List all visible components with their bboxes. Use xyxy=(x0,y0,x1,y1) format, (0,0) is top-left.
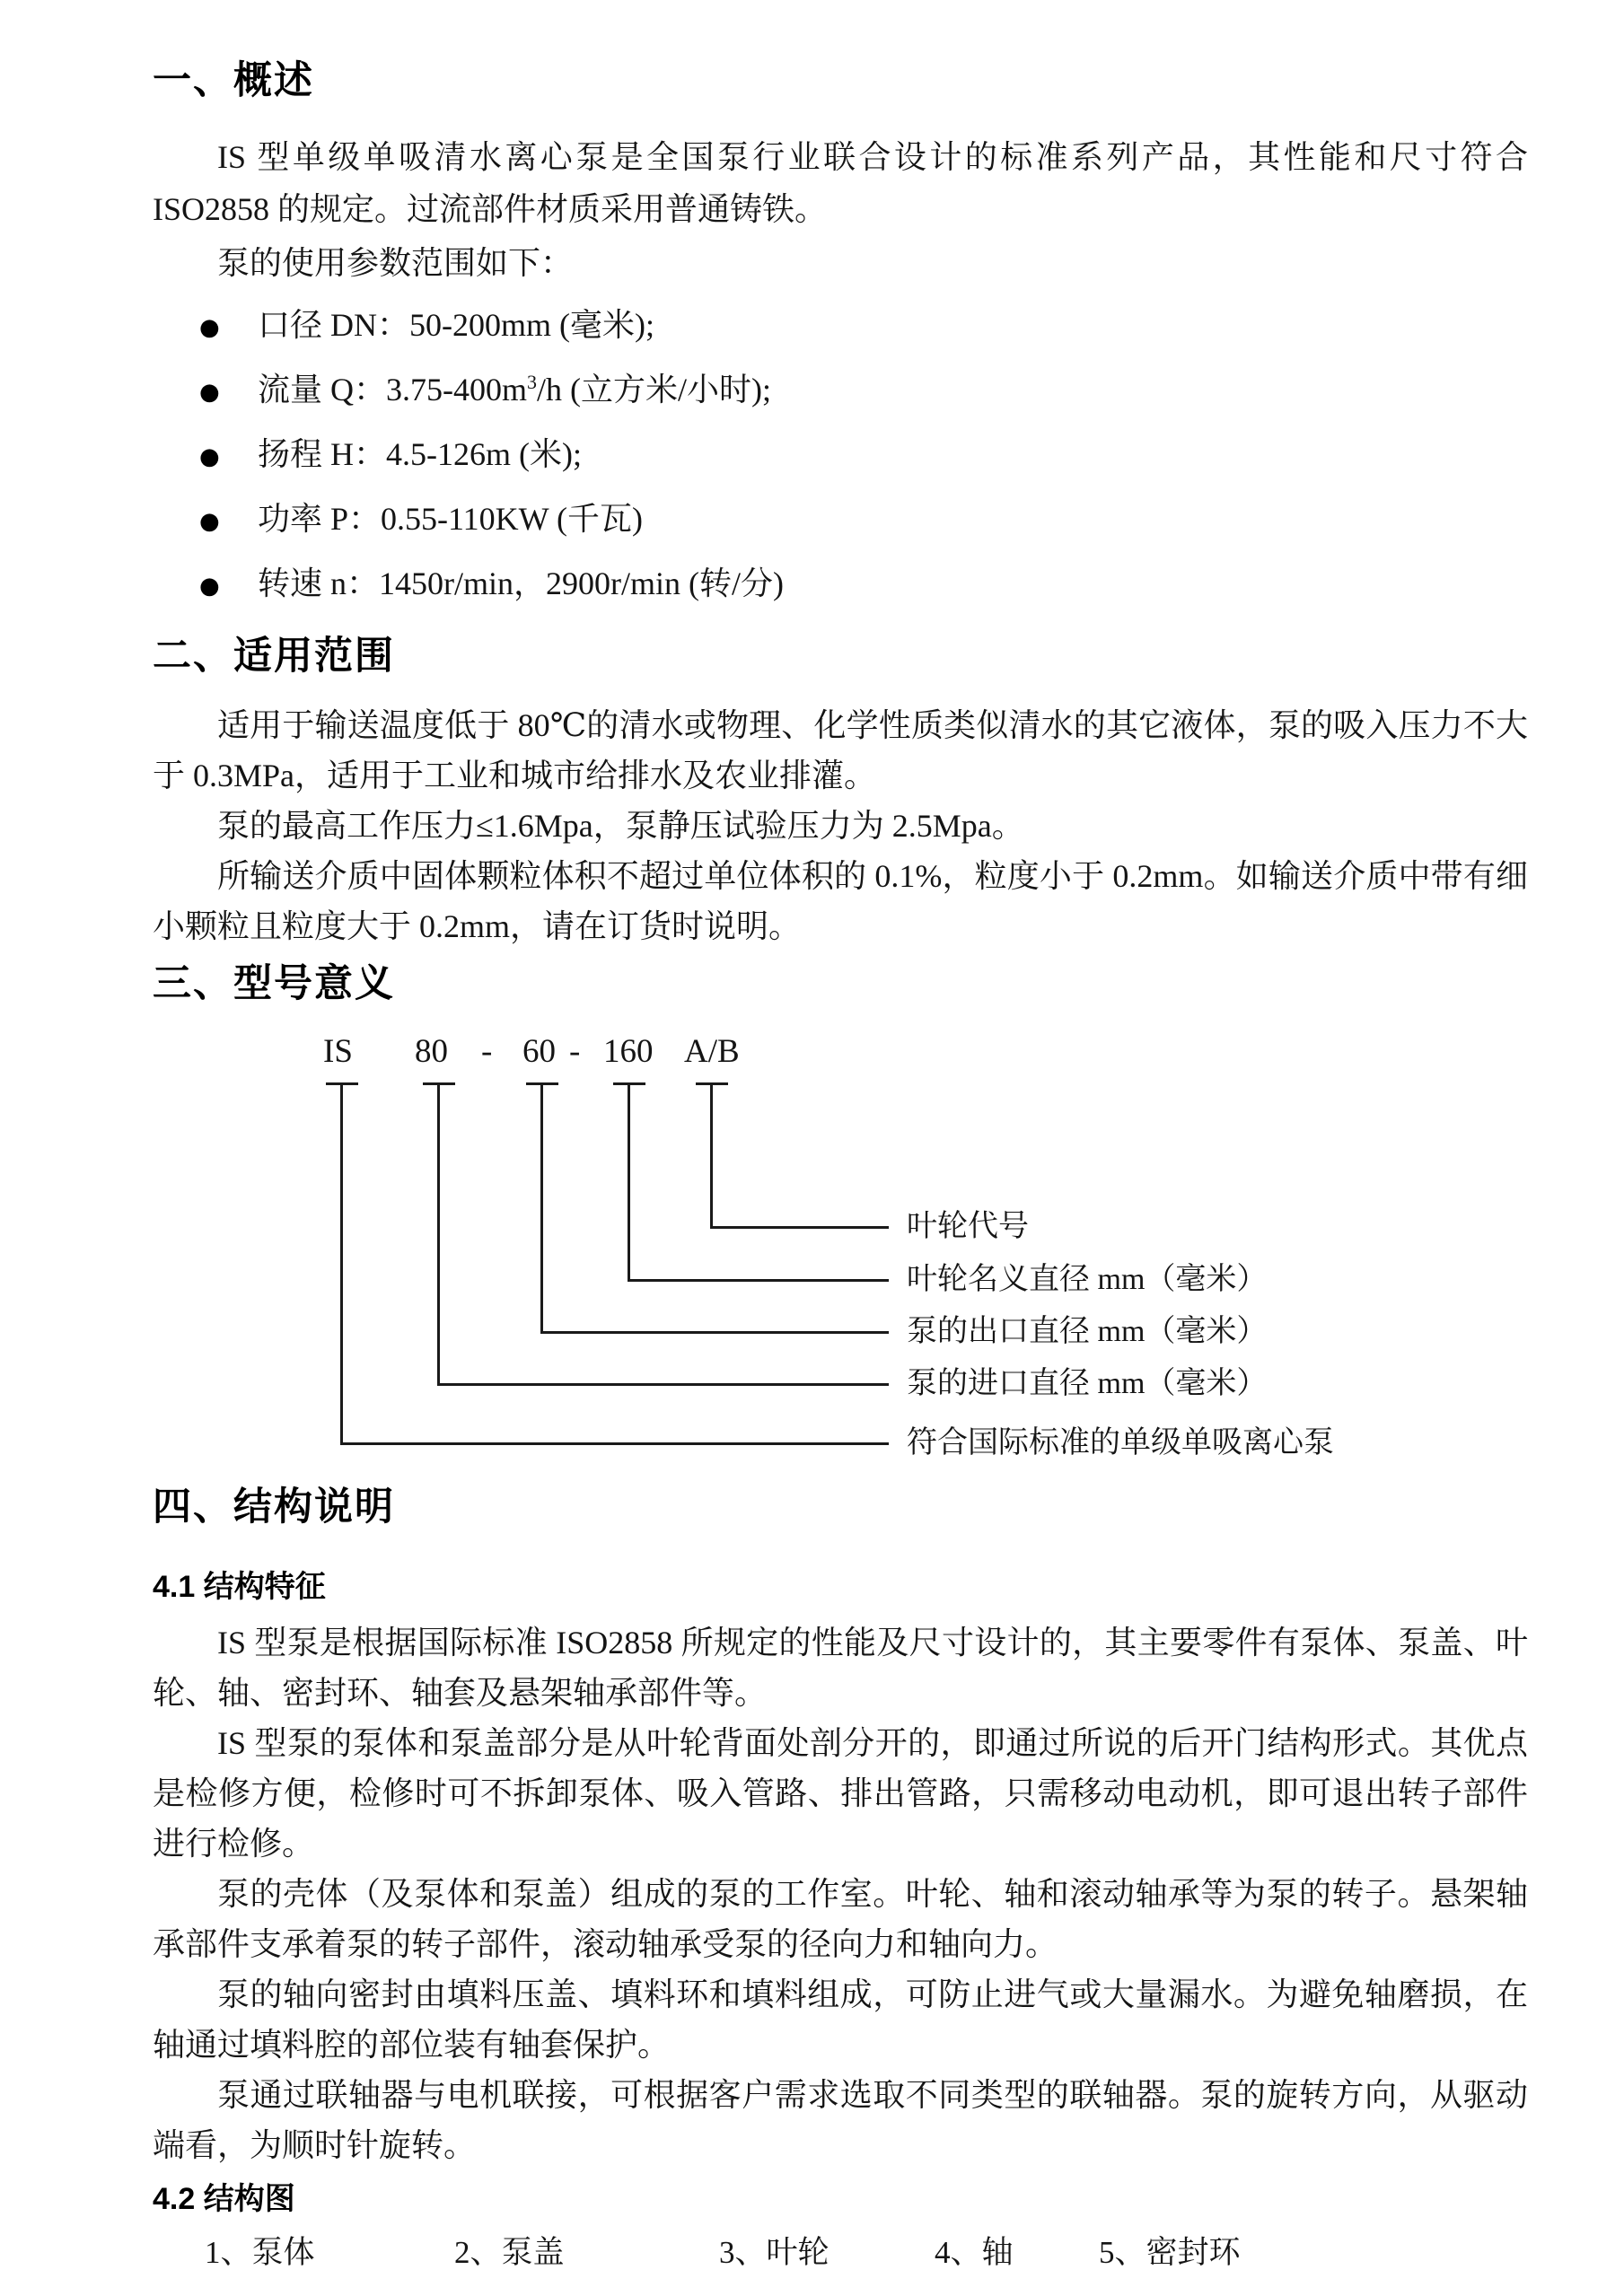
part-label: 4、轴 xyxy=(935,2235,1014,2270)
section-heading-application: 二、适用范围 xyxy=(153,635,395,678)
part-label: 1、泵体 xyxy=(205,2235,315,2270)
diagram-connector-line xyxy=(340,1082,343,1445)
diagram-label: 泵的出口直径 mm（毫米） xyxy=(907,1315,1268,1348)
bullet-icon: ● xyxy=(199,314,220,341)
paragraph: 所输送介质中固体颗粒体积不超过单位体积的 0.1%，粒度小于 0.2mm。如输送介质中带有细小颗粒且粒度大于 0.2mm，请在订货时说明。 xyxy=(153,858,1528,944)
subsection-heading-features: 4.1 结构特征 xyxy=(153,1570,326,1604)
parts-legend-row xyxy=(0,2228,1624,2273)
part-label: 2、泵盖 xyxy=(454,2235,565,2270)
model-token-outlet: 60 xyxy=(522,1033,556,1070)
section-heading-structure: 四、结构说明 xyxy=(153,1485,395,1529)
paragraph: 适用于输送温度低于 80℃的清水或物理、化学性质类似清水的其它液体，泵的吸入压力不大于 0.3MPa，适用于工业和城市给排水及农业排灌。 xyxy=(153,707,1528,793)
list-item xyxy=(153,560,1528,625)
list-item xyxy=(153,366,1528,431)
model-token-impeller-diameter: 160 xyxy=(603,1033,654,1070)
model-token-impeller-code: A/B xyxy=(684,1033,740,1070)
diagram-connector-line xyxy=(340,1442,889,1445)
overview-paragraph: IS 型单级单吸清水离心泵是全国泵行业联合设计的标准系列产品，其性能和尺寸符合 ISO2858 的规定。过流部件材质采用普通铸铁。 xyxy=(153,139,1528,227)
bullet-icon: ● xyxy=(199,573,220,600)
diagram-connector-line xyxy=(710,1226,889,1229)
paragraph: 泵通过联轴器与电机联接，可根据客户需求选取不同类型的联轴器。泵的旋转方向，从驱动端看，为顺时针旋转。 xyxy=(153,2077,1528,2163)
list-item xyxy=(153,431,1528,495)
part-label: 3、叶轮 xyxy=(719,2235,830,2270)
model-token-inlet: 80 xyxy=(415,1033,448,1070)
bullet-text: 功率 P：0.55-110KW (千瓦) xyxy=(258,501,643,537)
parameter-intro-paragraph: 泵的使用参数范围如下： xyxy=(217,245,574,281)
paragraph: IS 型泵是根据国际标准 ISO2858 所规定的性能及尺寸设计的，其主要零件有泵体、泵盖、叶轮、轴、密封环、轴套及悬架轴承部件等。 xyxy=(153,1625,1528,1711)
diagram-label: 符合国际标准的单级单吸离心泵 xyxy=(907,1426,1334,1459)
bullet-text: 流量 Q：$3.75-400m^3/h$ (立方米/小时); xyxy=(258,371,771,407)
bullet-icon: ● xyxy=(199,508,220,535)
paragraph: 泵的最高工作压力≤1.6Mpa，泵静压试验压力为 2.5Mpa。 xyxy=(217,808,1024,844)
list-item xyxy=(153,495,1528,560)
diagram-connector-line xyxy=(628,1082,630,1282)
bullet-icon: ● xyxy=(199,443,220,470)
paragraph: IS 型泵的泵体和泵盖部分是从叶轮背面处剖分开的，即通过所说的后开门结构形式。其优点是检修方便，检修时可不拆卸泵体、吸入管路、排出管路，只需移动电动机，即可退出转子部件进行检修。 xyxy=(153,1725,1528,1862)
diagram-connector-line xyxy=(437,1383,889,1386)
model-token-dash: - xyxy=(481,1033,493,1070)
model-token-series: IS xyxy=(323,1033,353,1070)
bullet-text: 扬程 H：4.5-126m (米); xyxy=(258,436,582,472)
structure-paragraphs xyxy=(153,1617,1528,2170)
bullet-icon: ● xyxy=(199,379,220,406)
model-token-dash: - xyxy=(569,1033,581,1070)
list-item xyxy=(153,302,1528,366)
diagram-label: 叶轮代号 xyxy=(907,1210,1029,1243)
diagram-connector-line xyxy=(540,1082,543,1334)
bullet-text: 口径 DN：50-200mm (毫米); xyxy=(258,307,654,343)
diagram-connector-line xyxy=(540,1331,889,1334)
section-heading-overview: 一、概述 xyxy=(153,59,314,102)
parameter-bullet-list xyxy=(153,302,1528,625)
part-label: 5、密封环 xyxy=(1099,2235,1241,2270)
diagram-connector-line xyxy=(628,1279,889,1282)
bullet-text: 转速 n：1450r/min，2900r/min (转/分) xyxy=(258,565,784,601)
diagram-connector-line xyxy=(710,1082,713,1229)
subsection-heading-drawing: 4.2 结构图 xyxy=(153,2182,295,2216)
diagram-connector-line xyxy=(437,1082,440,1386)
diagram-label: 泵的进口直径 mm（毫米） xyxy=(907,1367,1268,1400)
diagram-label: 叶轮名义直径 mm（毫米） xyxy=(907,1263,1268,1296)
paragraph: 泵的壳体（及泵体和泵盖）组成的泵的工作室。叶轮、轴和滚动轴承等为泵的转子。悬架轴承部件支承着泵的转子部件，滚动轴承受泵的径向力和轴向力。 xyxy=(153,1876,1528,1962)
application-paragraphs xyxy=(153,700,1528,951)
section-heading-model: 三、型号意义 xyxy=(153,962,395,1005)
paragraph: 泵的轴向密封由填料压盖、填料环和填料组成，可防止进气或大量漏水。为避免轴磨损，在轴通过填料腔的部位装有轴套保护。 xyxy=(153,1976,1528,2063)
